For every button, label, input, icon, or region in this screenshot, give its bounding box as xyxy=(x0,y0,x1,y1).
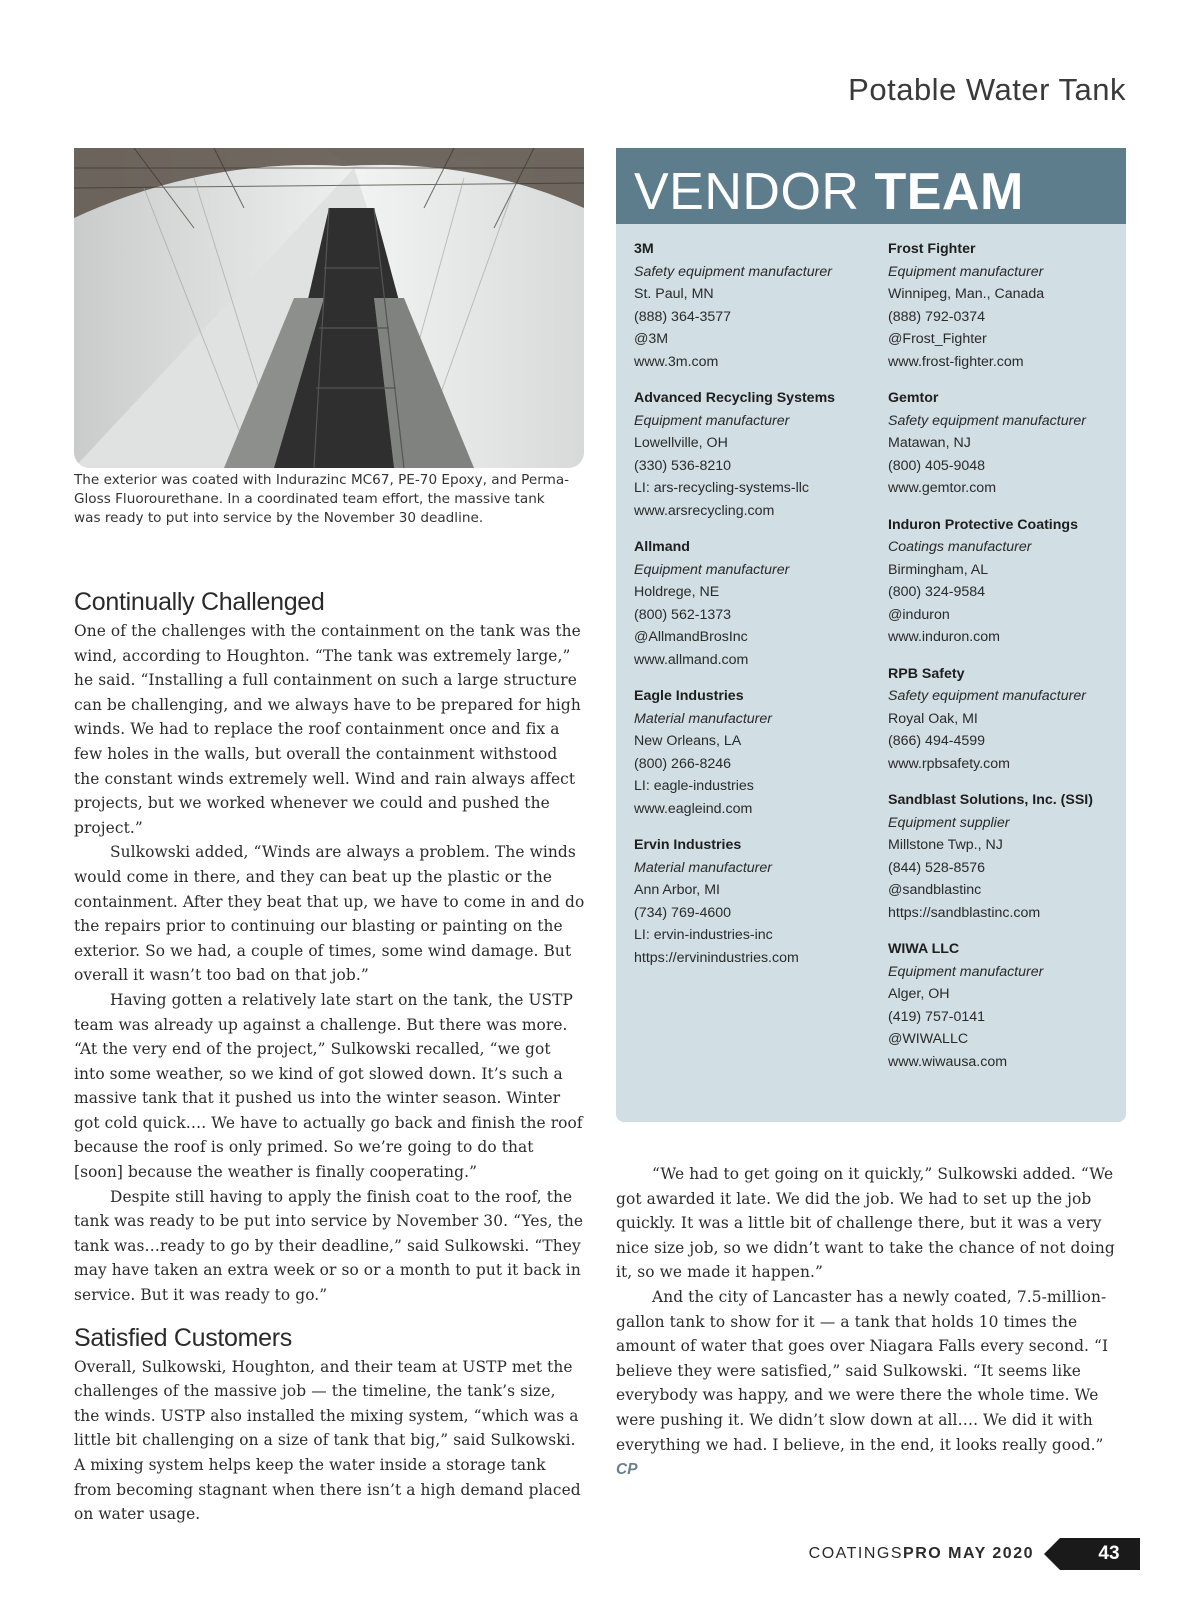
vendor-detail: @WIWALLC xyxy=(888,1031,969,1047)
body-paragraph: Having gotten a relatively late start on the tank, the USTP team was already up against a challenge. But there was more. “At the very end of the project,” Sulkowski recalled, “we got into some weather, so we kind of got slowed down. It’s such a massive tank that it pushed us into the winter season. Winter got cold quick…. We have to actually go back and finish the roof because the roof is only primed. So we’re going to do that [soon] because the weather is finally cooperating.” xyxy=(74,990,583,1182)
vendor-detail: www.arsrecycling.com xyxy=(634,502,775,519)
vendor-detail: (734) 769-4600 xyxy=(634,904,732,921)
vendor-name: RPB Safety xyxy=(888,665,965,682)
vendor-detail: https://ervinindustries.com xyxy=(634,949,799,966)
vendor-detail: (419) 757-0141 xyxy=(888,1008,986,1025)
vendor-detail: @AllmandBrosInc xyxy=(634,629,748,645)
body-paragraph: Despite still having to apply the finish coat to the roof, the tank was ready to be put into service by November 30. “Yes, the tank was…ready to go by their deadline,” said Sulkowski. “They may have taken an extra week or so or a month to put it back in service. But it was ready to go.” xyxy=(74,1187,584,1305)
vendor-detail: www.wiwausa.com xyxy=(888,1053,1008,1070)
vendor-detail: @sandblastinc xyxy=(888,882,982,898)
body-paragraph: “We had to get going on it quickly,” Sulkowski added. “We got awarded it late. We did the job. We had to set up the job quickly. It was a little bit of challenge there, but it was a very nice size job, so we didn’t want to take the chance of not doing it, so we made it happen.” xyxy=(616,1165,1115,1282)
magazine-name-light: COATINGS xyxy=(808,1545,904,1562)
vendor-name: Gemtor xyxy=(888,390,939,406)
vendor-role: Coatings manufacturer xyxy=(888,539,1032,555)
vendor-name: 3M xyxy=(634,241,654,257)
issue-date: MAY 2020 xyxy=(948,1545,1034,1562)
vendor-name: Eagle Industries xyxy=(634,688,744,704)
vendor-detail: (330) 536-8210 xyxy=(634,457,732,474)
vendor-detail: https://sandblastinc.com xyxy=(888,904,1041,921)
section-heading: Satisfied Customers xyxy=(74,1323,292,1352)
vendor-detail: Millstone Twp., NJ xyxy=(888,837,1003,853)
vendor-name: WIWA LLC xyxy=(888,941,960,957)
vendor-detail: www.frost-fighter.com xyxy=(888,353,1024,370)
vendor-detail: www.allmand.com xyxy=(634,651,749,668)
vendor-detail: (844) 528-8576 xyxy=(888,859,986,876)
vendor-detail: @3M xyxy=(634,331,669,347)
vendor-entry xyxy=(888,387,1128,500)
vendor-role: Equipment manufacturer xyxy=(634,412,790,429)
article-left-column xyxy=(74,588,586,1527)
article-right-column xyxy=(616,1162,1124,1483)
vendor-column-1 xyxy=(634,238,874,983)
vendor-team-title xyxy=(634,163,1024,221)
vendor-entry xyxy=(634,238,874,373)
vendor-entry xyxy=(634,685,874,820)
closing-text: And the city of Lancaster has a newly coated, 7.5-million-gallon tank to show for it — a tank that holds 10 times the amount of water that goes over Niagara Falls every second. “I believe they were satisfied,” said Sulkowski. “It seems like everybody was happy, and we were there the whole time. We were pushing it. We didn’t slow down at all…. We did it with everything we had. I believe, in the end, it looks really good.” xyxy=(616,1287,1109,1454)
magazine-name xyxy=(809,1545,1034,1563)
vendor-role: Safety equipment manufacturer xyxy=(634,263,832,280)
vendor-detail: (800) 562-1373 xyxy=(634,606,732,623)
vendor-entry xyxy=(888,789,1128,924)
vendor-detail: www.induron.com xyxy=(888,629,1000,645)
vendor-detail: Alger, OH xyxy=(888,986,950,1002)
section-heading: Continually Challenged xyxy=(74,588,325,616)
vendor-role: Material manufacturer xyxy=(634,710,772,727)
vendor-name: Sandblast Solutions, Inc. (SSI) xyxy=(888,792,1093,808)
vendor-entry xyxy=(634,536,874,671)
tank-photo xyxy=(74,148,584,468)
vendor-entry xyxy=(634,834,874,969)
vendor-column-2 xyxy=(888,238,1128,1087)
page-footer xyxy=(809,1536,1140,1572)
vendor-detail: Holdrege, NE xyxy=(634,584,720,600)
vendor-detail: (800) 266-8246 xyxy=(634,755,732,772)
vendor-detail: www.gemtor.com xyxy=(888,480,997,496)
vendor-role: Material manufacturer xyxy=(634,859,772,876)
vendor-detail: www.rpbsafety.com xyxy=(888,755,1010,772)
vendor-detail: (888) 792-0374 xyxy=(888,308,986,325)
vendor-title-bold: TEAM xyxy=(874,163,1024,221)
vendor-name: Ervin Industries xyxy=(634,837,742,853)
vendor-role: Safety equipment manufacturer xyxy=(888,412,1086,429)
vendor-name: Advanced Recycling Systems xyxy=(634,390,836,406)
vendor-name: Allmand xyxy=(634,539,690,555)
vendor-detail: New Orleans, LA xyxy=(634,733,742,749)
vendor-entry xyxy=(888,238,1128,373)
vendor-entry xyxy=(888,663,1128,776)
magazine-name-bold: PRO xyxy=(903,1545,943,1562)
vendor-title-light: VENDOR xyxy=(634,163,860,221)
vendor-detail: (866) 494-4599 xyxy=(888,733,986,749)
vendor-role: Equipment manufacturer xyxy=(634,561,790,578)
vendor-role: Equipment manufacturer xyxy=(888,263,1044,280)
vendor-role: Equipment manufacturer xyxy=(888,963,1044,980)
vendor-detail: Ann Arbor, MI xyxy=(634,882,720,898)
tank-interior-image xyxy=(74,148,584,468)
vendor-detail: Birmingham, AL xyxy=(888,561,989,578)
vendor-detail: St. Paul, MN xyxy=(634,286,714,302)
vendor-detail: LI: ervin-industries-inc xyxy=(634,927,773,943)
section-header: Potable Water Tank xyxy=(848,72,1126,107)
vendor-detail: @Frost_Fighter xyxy=(888,331,987,347)
page-number: 43 xyxy=(1060,1538,1140,1570)
body-paragraph xyxy=(616,1285,1124,1483)
vendor-role: Safety equipment manufacturer xyxy=(888,688,1086,704)
end-mark: CP xyxy=(616,1461,638,1479)
vendor-detail: www.3m.com xyxy=(634,353,719,370)
vendor-detail: Winnipeg, Man., Canada xyxy=(888,286,1045,302)
vendor-detail: Royal Oak, MI xyxy=(888,710,978,727)
vendor-name: Induron Protective Coatings xyxy=(888,516,1078,533)
body-paragraph: One of the challenges with the containment on the tank was the wind, according to Houghton. “The tank was extremely large,” he said. “Installing a full containment on such a large structure can be challenging, and we always have to be prepared for high winds. We had to replace the roof containment once and fix a few holes in the walls, but overall the containment withstood the constant winds extremely well. Wind and rain always affect projects, but we worked whenever we could and pushed the project.” xyxy=(74,622,581,837)
vendor-team-sidebar xyxy=(616,148,1126,1122)
vendor-detail: www.eagleind.com xyxy=(634,800,753,817)
vendor-detail: (888) 364-3577 xyxy=(634,308,732,325)
vendor-team-header xyxy=(616,148,1126,224)
vendor-detail: (800) 324-9584 xyxy=(888,584,986,600)
vendor-detail: Lowellville, OH xyxy=(634,435,728,451)
vendor-detail: LI: eagle-industries xyxy=(634,778,754,794)
vendor-detail: @induron xyxy=(888,606,950,623)
vendor-detail: (800) 405-9048 xyxy=(888,457,986,474)
vendor-detail: LI: ars-recycling-systems-llc xyxy=(634,480,810,496)
vendor-entry xyxy=(634,387,874,522)
vendor-entry xyxy=(888,938,1128,1073)
vendor-detail: Matawan, NJ xyxy=(888,435,971,451)
vendor-role: Equipment supplier xyxy=(888,814,1010,831)
body-paragraph: Sulkowski added, “Winds are always a problem. The winds would come in there, and they can beat up the plastic or the containment. After they beat that up, we have to come in and do the repairs prior to continuing our blasting or painting on the exterior. So we had, a couple of times, some wind damage. But overall it wasn’t too bad on that job.” xyxy=(74,843,585,985)
photo-caption: The exterior was coated with Indurazinc MC67, PE-70 Epoxy, and Perma-Gloss Fluorourethane. In a coordinated team effort, the massive tank was ready to put into service by the November 30 deadline. xyxy=(74,472,570,526)
vendor-entry xyxy=(888,514,1128,649)
vendor-name: Frost Fighter xyxy=(888,241,976,257)
body-paragraph: Overall, Sulkowski, Houghton, and their team at USTP met the challenges of the massive job — the timeline, the tank’s size, the winds. USTP also installed the mixing system, “which was a little bit challenging on a size of tank that big,” said Sulkowski. A mixing system helps keep the water inside a storage tank from becoming stagnant when there isn’t a high demand placed on water usage. xyxy=(74,1357,581,1524)
